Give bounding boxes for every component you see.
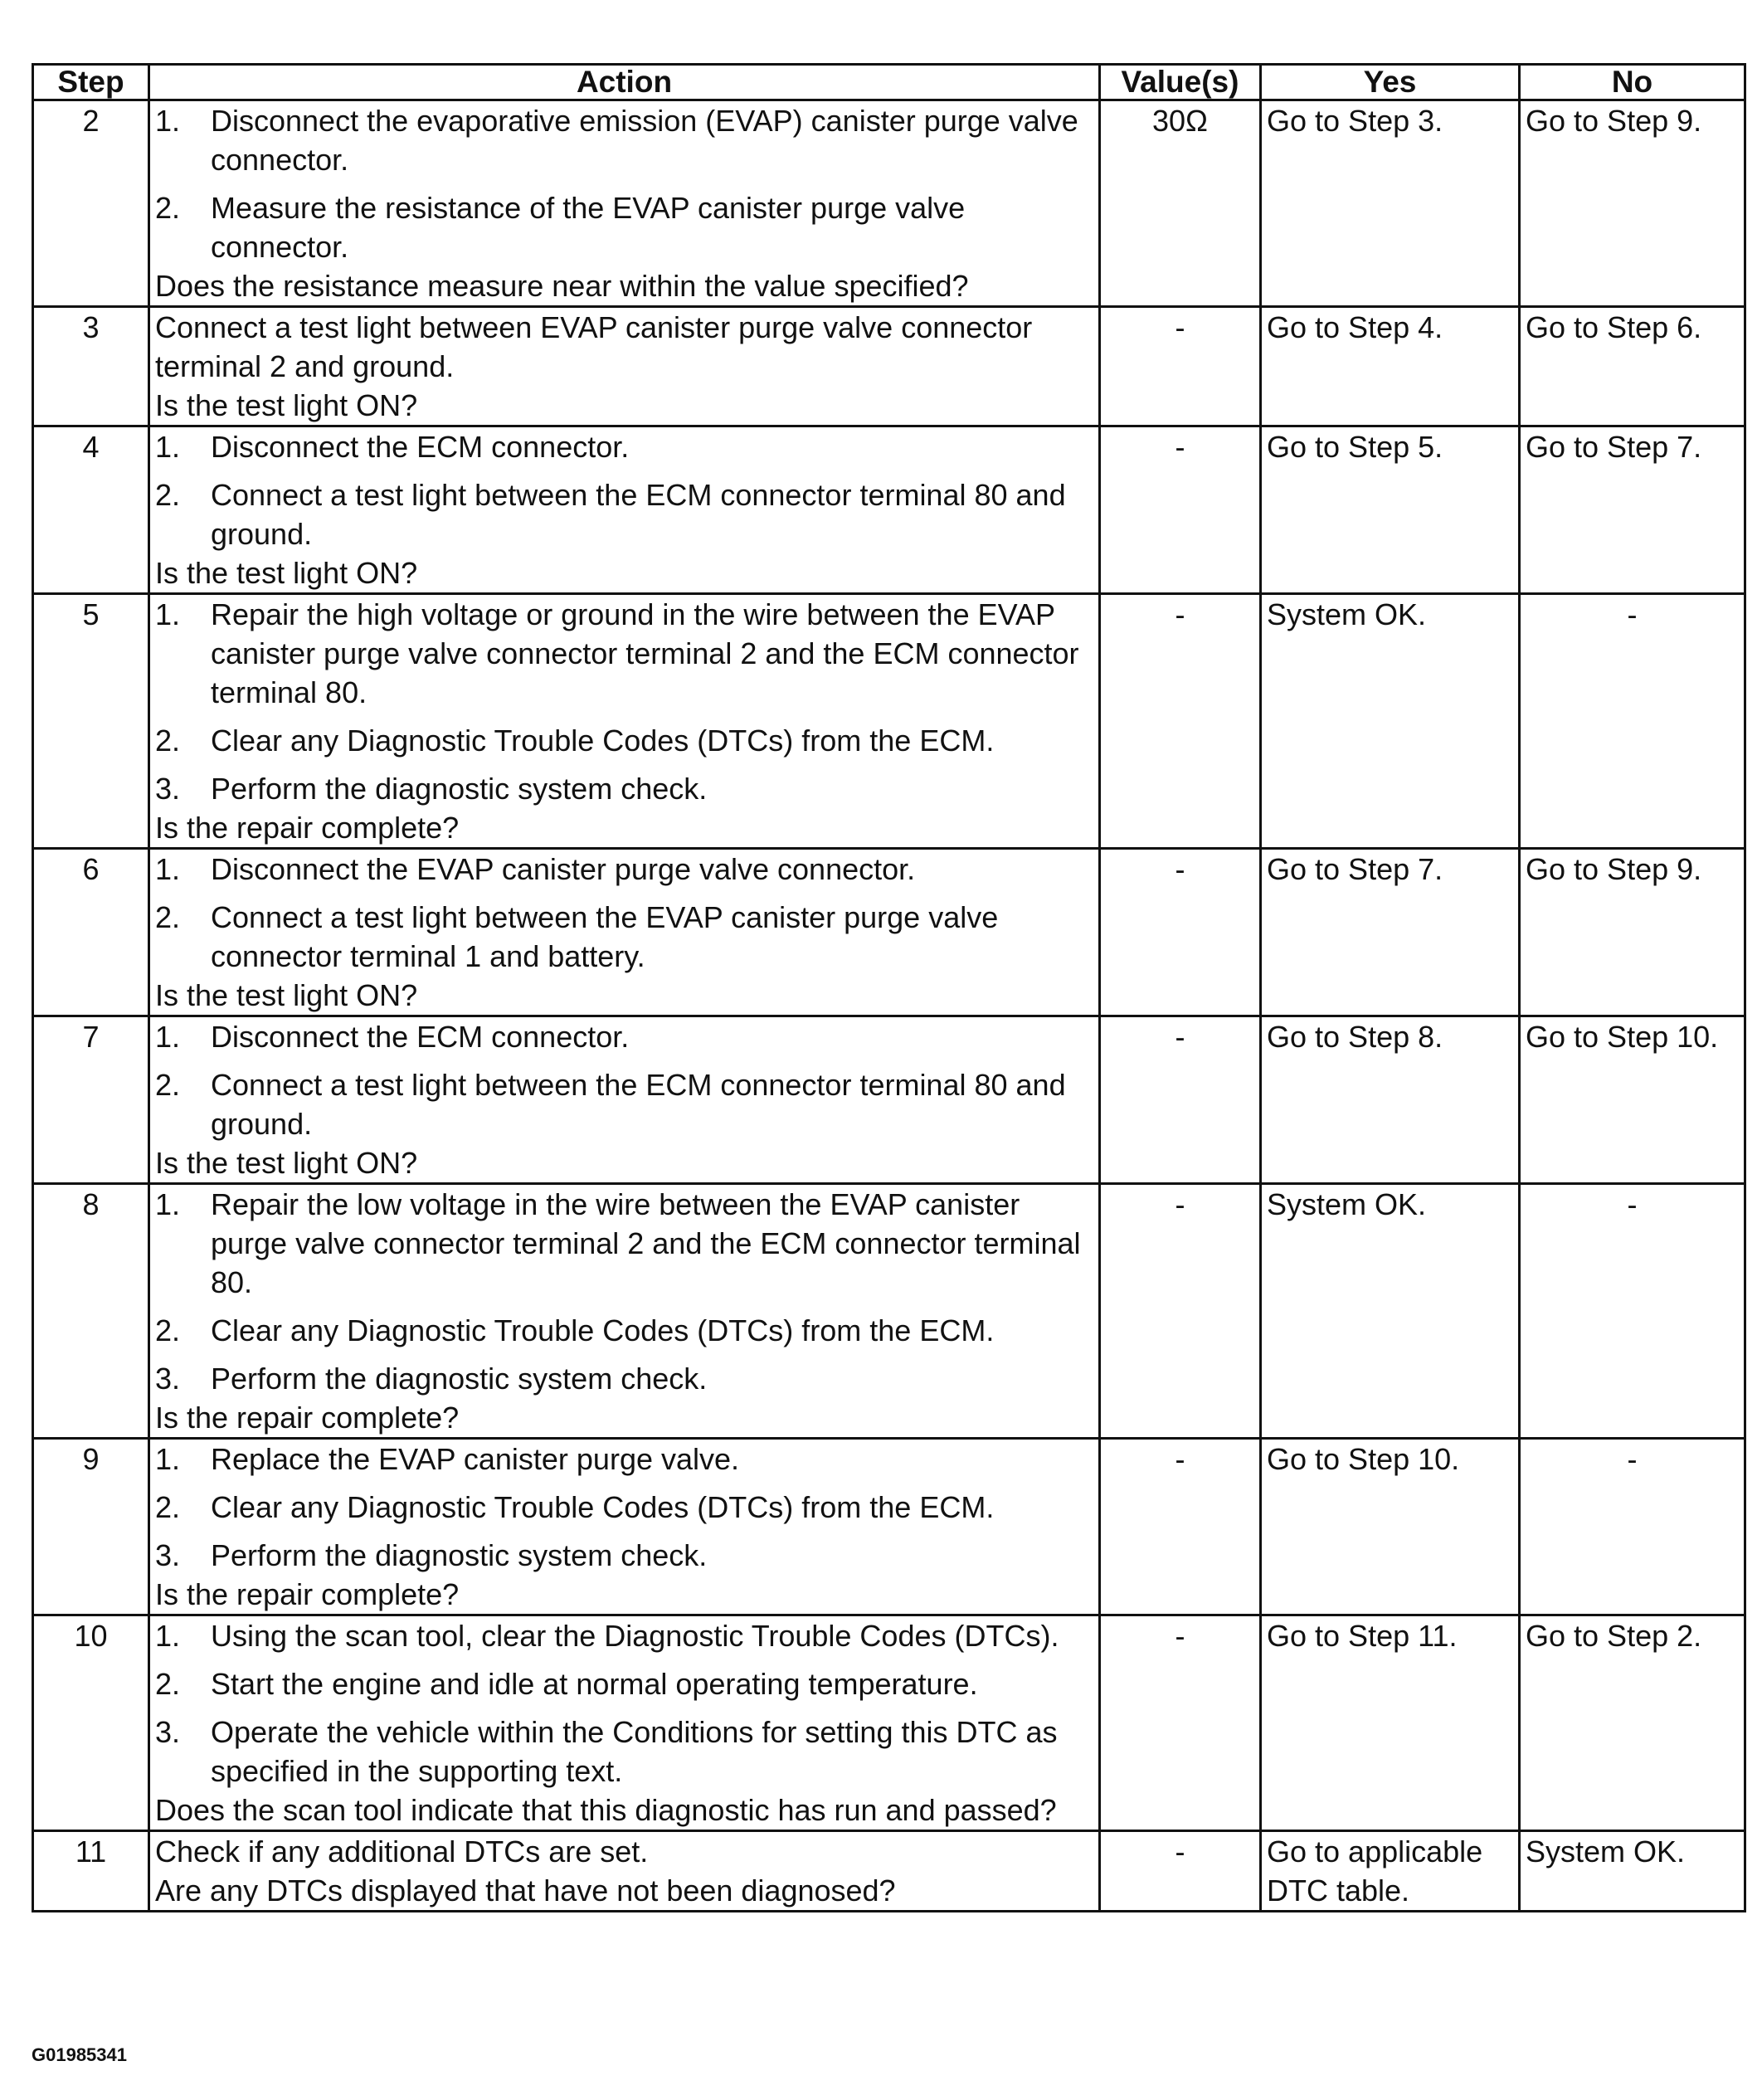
action-item-text: Using the scan tool, clear the Diagnostic Trouble Codes (DTCs). xyxy=(211,1619,1059,1653)
action-list-item xyxy=(155,188,1093,266)
action-item-number: 1. xyxy=(155,597,181,631)
action-list-item xyxy=(155,1017,1093,1056)
action-question: Is the test light ON? xyxy=(155,388,418,422)
step-number: 10 xyxy=(33,1615,149,1831)
action-item-number: 2. xyxy=(155,1667,181,1701)
table-row xyxy=(33,1016,1745,1184)
yes-cell: Go to Step 10. xyxy=(1261,1439,1520,1615)
step-number: 8 xyxy=(33,1184,149,1439)
action-list-item xyxy=(155,1065,1093,1143)
table-row xyxy=(33,1439,1745,1615)
action-item-number: 1. xyxy=(155,1442,181,1476)
action-list-item xyxy=(155,769,1093,808)
action-item-text: Start the engine and idle at normal operating temperature. xyxy=(211,1667,978,1701)
table-row xyxy=(33,426,1745,594)
table-row xyxy=(33,1184,1745,1439)
step-number: 11 xyxy=(33,1831,149,1912)
no-cell: - xyxy=(1520,1184,1745,1439)
step-number: 3 xyxy=(33,307,149,426)
value-cell: - xyxy=(1100,594,1261,849)
action-list-item xyxy=(155,101,1093,179)
step-number: 5 xyxy=(33,594,149,849)
header-yes: Yes xyxy=(1261,65,1520,100)
value-cell: - xyxy=(1100,1615,1261,1831)
action-item-text: Repair the high voltage or ground in the wire between the EVAP canister purge valve connector terminal 2 and the ECM connector terminal 80. xyxy=(211,597,1079,709)
yes-cell: Go to Step 4. xyxy=(1261,307,1520,426)
action-item-text: Disconnect the evaporative emission (EVAP) canister purge valve connector. xyxy=(211,104,1078,177)
header-no: No xyxy=(1520,65,1745,100)
action-list-item xyxy=(155,1359,1093,1398)
action-cell xyxy=(149,1016,1100,1184)
action-list-item xyxy=(155,1185,1093,1302)
action-list-item xyxy=(155,595,1093,712)
action-item-text: Disconnect the ECM connector. xyxy=(211,430,630,464)
table-row xyxy=(33,307,1745,426)
action-item-number: 1. xyxy=(155,1619,181,1653)
action-cell xyxy=(149,594,1100,849)
action-cell xyxy=(149,1615,1100,1831)
action-cell xyxy=(149,100,1100,307)
action-item-number: 2. xyxy=(155,1068,181,1102)
action-item-number: 2. xyxy=(155,191,181,225)
action-item-text: Connect a test light between the EVAP canister purge valve connector terminal 1 and battery. xyxy=(211,900,999,973)
value-cell: - xyxy=(1100,307,1261,426)
table-row xyxy=(33,849,1745,1016)
action-item-number: 1. xyxy=(155,1187,181,1221)
figure-code: G01985341 xyxy=(32,2044,127,2065)
action-item-number: 2. xyxy=(155,724,181,758)
action-list-item xyxy=(155,1536,1093,1575)
action-list-item xyxy=(155,475,1093,553)
yes-cell: Go to Step 7. xyxy=(1261,849,1520,1016)
action-item-text: Clear any Diagnostic Trouble Codes (DTCs) from the ECM. xyxy=(211,1490,995,1524)
action-question: Is the repair complete? xyxy=(155,811,460,845)
action-cell xyxy=(149,307,1100,426)
step-number: 2 xyxy=(33,100,149,307)
action-item-number: 1. xyxy=(155,430,181,464)
no-cell: Go to Step 7. xyxy=(1520,426,1745,594)
action-item-text: Repair the low voltage in the wire between the EVAP canister purge valve connector terminal 2 and the ECM connector terminal 80. xyxy=(211,1187,1081,1299)
yes-cell: Go to Step 8. xyxy=(1261,1016,1520,1184)
table-header-row xyxy=(33,65,1745,100)
action-list-item xyxy=(155,1488,1093,1527)
value-cell: - xyxy=(1100,1831,1261,1912)
action-list-item xyxy=(155,1440,1093,1479)
no-cell: - xyxy=(1520,1439,1745,1615)
action-list-item xyxy=(155,721,1093,760)
action-item-number: 3. xyxy=(155,772,181,806)
action-item-number: 2. xyxy=(155,1313,181,1347)
action-item-text: Connect a test light between the ECM connector terminal 80 and ground. xyxy=(211,478,1066,551)
action-cell xyxy=(149,1184,1100,1439)
yes-cell: Go to applicable DTC table. xyxy=(1261,1831,1520,1912)
action-list-item xyxy=(155,427,1093,466)
action-question: Are any DTCs displayed that have not been diagnosed? xyxy=(155,1873,896,1908)
header-step: Step xyxy=(33,65,149,100)
action-item-text: Perform the diagnostic system check. xyxy=(211,1362,708,1396)
action-question: Is the repair complete? xyxy=(155,1401,460,1435)
value-cell: - xyxy=(1100,849,1261,1016)
action-cell xyxy=(149,426,1100,594)
action-text: Check if any additional DTCs are set. xyxy=(155,1834,649,1869)
action-item-text: Clear any Diagnostic Trouble Codes (DTCs) from the ECM. xyxy=(211,724,995,758)
action-item-number: 3. xyxy=(155,1715,181,1749)
yes-cell: Go to Step 11. xyxy=(1261,1615,1520,1831)
action-item-number: 2. xyxy=(155,478,181,512)
step-number: 7 xyxy=(33,1016,149,1184)
step-number: 9 xyxy=(33,1439,149,1615)
action-item-text: Disconnect the ECM connector. xyxy=(211,1020,630,1054)
table-body xyxy=(33,100,1745,1912)
step-number: 4 xyxy=(33,426,149,594)
action-cell xyxy=(149,1831,1100,1912)
no-cell: Go to Step 2. xyxy=(1520,1615,1745,1831)
action-item-text: Replace the EVAP canister purge valve. xyxy=(211,1442,740,1476)
action-item-text: Clear any Diagnostic Trouble Codes (DTCs) from the ECM. xyxy=(211,1313,995,1347)
no-cell: Go to Step 6. xyxy=(1520,307,1745,426)
action-item-number: 1. xyxy=(155,104,181,138)
action-question: Does the resistance measure near within the value specified? xyxy=(155,269,969,303)
table-row xyxy=(33,1615,1745,1831)
action-item-number: 3. xyxy=(155,1362,181,1396)
action-cell xyxy=(149,849,1100,1016)
yes-cell: Go to Step 5. xyxy=(1261,426,1520,594)
value-cell: - xyxy=(1100,1439,1261,1615)
action-list-item xyxy=(155,1713,1093,1791)
step-number: 6 xyxy=(33,849,149,1016)
action-text: Connect a test light between EVAP canister purge valve connector terminal 2 and ground. xyxy=(155,310,1033,383)
action-question: Does the scan tool indicate that this diagnostic has run and passed? xyxy=(155,1793,1057,1827)
no-cell: Go to Step 9. xyxy=(1520,849,1745,1016)
no-cell: Go to Step 9. xyxy=(1520,100,1745,307)
yes-cell: Go to Step 3. xyxy=(1261,100,1520,307)
action-item-number: 2. xyxy=(155,900,181,934)
action-list-item xyxy=(155,1616,1093,1655)
yes-cell: System OK. xyxy=(1261,594,1520,849)
action-item-number: 1. xyxy=(155,852,181,886)
value-cell: - xyxy=(1100,426,1261,594)
action-item-number: 1. xyxy=(155,1020,181,1054)
action-item-number: 2. xyxy=(155,1490,181,1524)
diagnostic-table-container xyxy=(32,63,1744,1912)
no-cell: - xyxy=(1520,594,1745,849)
header-values: Value(s) xyxy=(1100,65,1261,100)
action-list-item xyxy=(155,898,1093,976)
table-row xyxy=(33,100,1745,307)
action-item-text: Perform the diagnostic system check. xyxy=(211,1538,708,1572)
action-list-item xyxy=(155,1311,1093,1350)
value-cell: - xyxy=(1100,1016,1261,1184)
header-action: Action xyxy=(149,65,1100,100)
action-item-text: Connect a test light between the ECM connector terminal 80 and ground. xyxy=(211,1068,1066,1141)
diagnostic-table xyxy=(32,63,1746,1912)
table-row xyxy=(33,594,1745,849)
action-question: Is the test light ON? xyxy=(155,978,418,1012)
no-cell: Go to Step 10. xyxy=(1520,1016,1745,1184)
action-item-text: Perform the diagnostic system check. xyxy=(211,772,708,806)
action-question: Is the repair complete? xyxy=(155,1577,460,1611)
action-cell xyxy=(149,1439,1100,1615)
action-item-number: 3. xyxy=(155,1538,181,1572)
action-item-text: Measure the resistance of the EVAP canister purge valve connector. xyxy=(211,191,966,264)
table-row xyxy=(33,1831,1745,1912)
value-cell: - xyxy=(1100,1184,1261,1439)
value-cell: 30Ω xyxy=(1100,100,1261,307)
action-list-item xyxy=(155,1664,1093,1703)
action-question: Is the test light ON? xyxy=(155,1146,418,1180)
action-item-text: Operate the vehicle within the Conditions for setting this DTC as specified in the supporting text. xyxy=(211,1715,1058,1788)
action-question: Is the test light ON? xyxy=(155,556,418,590)
action-item-text: Disconnect the EVAP canister purge valve connector. xyxy=(211,852,916,886)
yes-cell: System OK. xyxy=(1261,1184,1520,1439)
no-cell: System OK. xyxy=(1520,1831,1745,1912)
action-list-item xyxy=(155,850,1093,889)
